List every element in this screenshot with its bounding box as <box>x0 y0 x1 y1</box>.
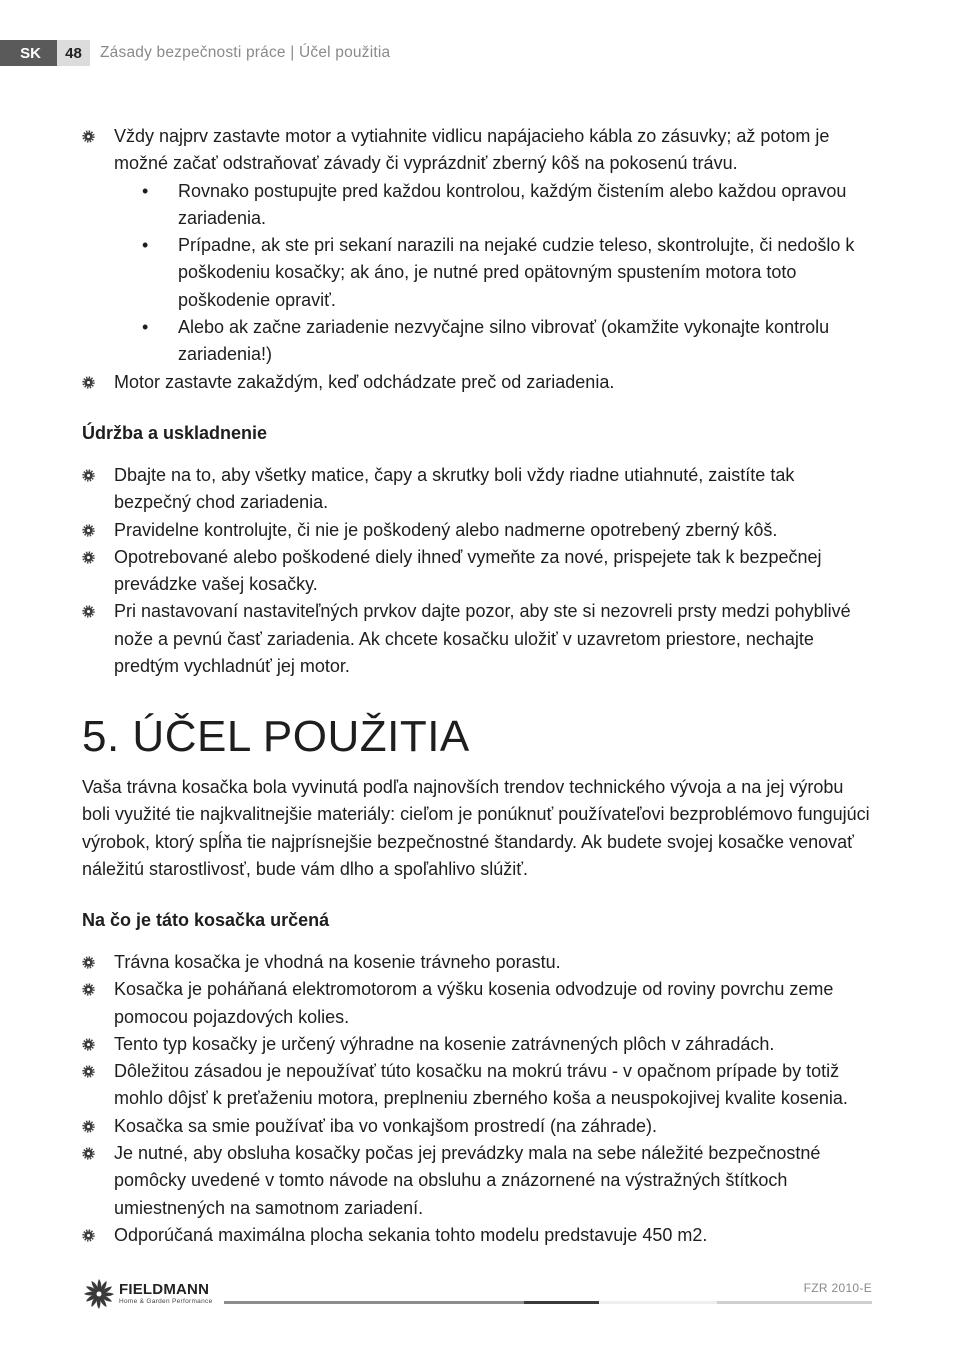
item-text: Rovnako postupujte pred každou kontrolou, každým čistením alebo každou opravou zariadenia. <box>178 180 847 228</box>
gear-bullet-icon <box>82 376 95 389</box>
list-item <box>82 1031 872 1058</box>
section-heading: Údržba a uskladnenie <box>82 423 268 443</box>
page-number: 48 <box>57 40 90 66</box>
item-text: Kosačka sa smie používať iba vo vonkajšom prostredí (na záhrade). <box>114 1115 658 1136</box>
running-title: Zásady bezpečnosti práce | Účel použitia <box>100 44 391 61</box>
item-text: Pravidelne kontrolujte, či nie je poškodený alebo nadmerne opotrebený zberný kôš. <box>114 519 778 540</box>
list-item <box>82 544 872 599</box>
purpose-list <box>82 949 872 1249</box>
maintenance-list <box>82 462 872 680</box>
purpose-heading-block <box>82 910 872 931</box>
gear-bullet-icon <box>82 956 95 969</box>
sub-list-item: • Alebo ak začne zariadenie nezvyčajne silno vibrovať (okamžite vykonajte kontrolu zariadenia!) <box>142 317 830 365</box>
gear-bullet-icon <box>82 130 95 143</box>
sub-list <box>82 178 872 369</box>
gear-bullet-icon <box>82 605 95 618</box>
gear-bullet-icon <box>82 524 95 537</box>
list-item <box>82 1113 872 1140</box>
brand-name: FIELDMANN <box>119 1281 210 1298</box>
list-item <box>82 462 872 517</box>
footer-rule-dark <box>524 1301 599 1304</box>
footer-rule-faint <box>599 1301 717 1304</box>
item-text: Tento typ kosačky je určený výhradne na kosenie zatrávnených plôch v záhradách. <box>114 1033 775 1054</box>
list-item <box>82 1140 872 1222</box>
item-text: Prípadne, ak ste pri sekaní narazili na nejaké cudzie teleso, skontrolujte, či nedošlo k poškodeniu kosačky; ak áno, je nutné pred opätovným spustením motora toto poškodenie opraviť. <box>178 235 855 310</box>
gear-bullet-icon <box>82 1065 95 1078</box>
brand-logo <box>82 1278 212 1310</box>
list-item <box>82 1058 872 1113</box>
page-header <box>0 40 390 66</box>
item-text: Pri nastavovaní nastaviteľných prvkov dajte pozor, aby ste si nezovreli prsty medzi pohyblivé nože a pevnú časť zariadenia. Ak chcete kosačku uložiť v uzavretom priestore, nechajte predtým vychladnúť jej motor. <box>114 601 851 677</box>
language-tag: SK <box>0 40 57 66</box>
list-item <box>82 976 872 1031</box>
item-text: Vždy najprv zastavte motor a vytiahnite vidlicu napájacieho kábla zo zásuvky; až potom je možné začať odstraňovať závady či vyprázdniť zberný kôš na pokosenú trávu. <box>114 126 830 174</box>
list-item <box>82 1222 872 1249</box>
list-item <box>82 949 872 976</box>
gear-bullet-icon <box>82 983 95 996</box>
gear-bullet-icon <box>82 551 95 564</box>
maintenance-section <box>82 462 872 680</box>
item-text: Opotrebované alebo poškodené diely ihneď vymeňte za nové, prispejete tak k bezpečnej prevádzke vašej kosačky. <box>114 546 822 595</box>
safety-list <box>82 123 872 396</box>
item-text: Odporúčaná maximálna plocha sekania tohto modelu predstavuje 450 m2. <box>114 1224 708 1245</box>
gear-bullet-icon <box>82 469 95 482</box>
sub-list-item: • Prípadne, ak ste pri sekaní narazili na nejaké cudzie teleso, skontrolujte, či nedošlo k poškodeniu kosačky; ak áno, je nutné pred opätovným spustením motora toto poškodenie opraviť. <box>142 235 855 310</box>
maintenance-heading-block <box>82 423 872 444</box>
gear-bullet-icon <box>82 1120 95 1133</box>
fan-flower-icon <box>82 1278 116 1310</box>
footer-rule-mid <box>224 1301 524 1304</box>
list-item <box>82 598 872 680</box>
safety-section <box>82 123 872 396</box>
item-text: Alebo ak začne zariadenie nezvyčajne silno vibrovať (okamžite vykonajte kontrolu zariadenia!) <box>178 317 830 365</box>
purpose-section <box>82 949 872 1249</box>
section-heading: Na čo je táto kosačka určená <box>82 910 330 930</box>
list-item <box>82 517 872 544</box>
item-text: Trávna kosačka je vhodná na kosenie trávneho porastu. <box>114 952 561 972</box>
item-text: Motor zastavte zakaždým, keď odchádzate preč od zariadenia. <box>114 371 615 392</box>
item-text: Dôležitou zásadou je nepoužívať túto kosačku na mokrú trávu - v opačnom prípade by totiž mohlo dôjsť k preťaženiu motora, preplneniu zberného koša a neuspokojivej kvalite kosenia. <box>114 1061 848 1109</box>
chapter-title-block <box>82 712 872 762</box>
gear-bullet-icon <box>82 1147 95 1160</box>
brand-tagline: Home & Garden Performance <box>119 1298 213 1305</box>
gear-bullet-icon <box>82 1229 95 1242</box>
chapter-intro: Vaša trávna kosačka bola vyvinutá podľa najnovších trendov technického vývoja a na jej výrobu boli využité tie najkvalitnejšie materiály: cieľom je ponúknuť používateľovi bezproblémovo fungujúci výrobok, ktorý spĺňa tie najprísnejšie bezpečnostné štandardy. Ak budete svojej kosačke venovať náležitú starostlivosť, bude vám dlho a spoľahlivo slúžiť. <box>82 777 870 879</box>
list-item <box>82 123 872 369</box>
model-number: FZR 2010-E <box>803 1281 872 1295</box>
item-text: Kosačka je poháňaná elektromotorom a výšku kosenia odvodzuje od roviny povrchu zeme pomocou pojazdových kolies. <box>114 979 834 1027</box>
chapter-title: 5. ÚČEL POUŽITIA <box>82 712 470 761</box>
item-text: Je nutné, aby obsluha kosačky počas jej prevádzky mala na sebe náležité bezpečnostné pomôcky uvedené v tomto návode na obsluhu a znázornené na výstražných štítkoch umiestnených na samotnom zariadení. <box>114 1143 821 1218</box>
footer-rule-light <box>717 1301 872 1304</box>
item-text: Dbajte na to, aby všetky matice, čapy a skrutky boli vždy riadne utiahnuté, zaistíte tak bezpečný chod zariadenia. <box>114 465 795 513</box>
gear-bullet-icon <box>82 1038 95 1051</box>
sub-list-item: • Rovnako postupujte pred každou kontrolou, každým čistením alebo každou opravou zariadenia. <box>142 180 847 228</box>
brand-text <box>119 1282 212 1306</box>
chapter-intro-block <box>82 774 872 883</box>
list-item <box>82 369 872 396</box>
